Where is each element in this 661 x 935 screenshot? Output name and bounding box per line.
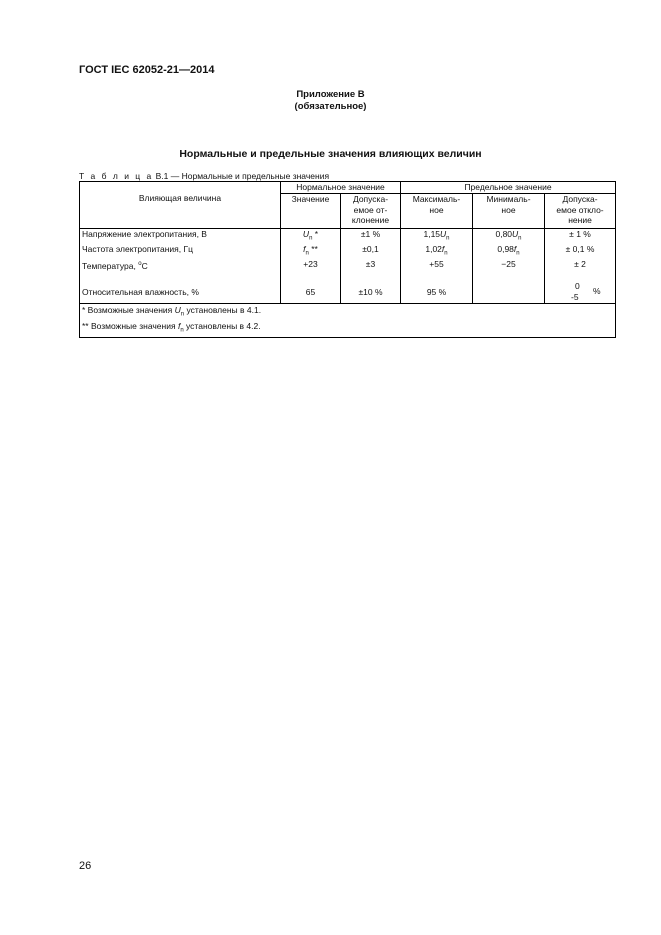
cell-limit-tolerance [545, 281, 616, 304]
cell-tolerance: ±0,1 [341, 244, 401, 259]
header-normal-group: Нормальное значение [281, 182, 401, 194]
cell-quantity: Частота электропитания, Гц [80, 244, 281, 259]
cell-min: −25 [473, 259, 545, 281]
table-caption [79, 171, 329, 181]
table-header-row-1 [80, 182, 616, 194]
section-title: Нормальные и предельные значения влияющих величин [179, 148, 482, 160]
annex-subtitle: (обязательное) [294, 101, 367, 112]
cell-tolerance: ±10 % [341, 281, 401, 304]
cell-limit-tolerance: ± 1 % [545, 229, 616, 245]
tolerance-unit: % [593, 286, 601, 297]
page-number: 26 [79, 860, 92, 872]
footnote-2: ** Возможные значения $f_n$ установлены в 4.2. [82, 320, 261, 334]
table-caption-text: В.1 — Нормальные и предельные значения [153, 171, 330, 181]
tolerance-lower: -5 [571, 292, 579, 303]
cell-quantity: Температура, $^о$С [80, 259, 281, 281]
cell-quantity: Относительная влажность, % [80, 281, 281, 304]
header-tolerance: Допуска- емое от- клонение [341, 194, 401, 229]
table-row [80, 229, 616, 245]
cell-tolerance: ±1 % [341, 229, 401, 245]
cell-value: +23 [281, 259, 341, 281]
tolerance-upper: 0 [575, 281, 580, 292]
influence-quantities-table [79, 181, 616, 338]
cell-max: +55 [401, 259, 473, 281]
header-limit-group: Предельное значение [401, 182, 616, 194]
cell-limit-tolerance: ± 2 [545, 259, 616, 281]
footnotes-cell [80, 304, 616, 337]
cell-quantity: Напряжение электропитания, В [80, 229, 281, 245]
cell-limit-tolerance: ± 0,1 % [545, 244, 616, 259]
annex-title: Приложение В [296, 89, 365, 100]
table-row [80, 259, 616, 281]
cell-value: $f_n$ ** [281, 244, 341, 259]
footnote-1: * Возможные значения $U_n$ установлены в 4.1. [82, 305, 262, 319]
cell-max: $1,15U_n$ [401, 229, 473, 245]
header-limit-tolerance: Допуска- емое откло- нение [545, 194, 616, 229]
table-row [80, 244, 616, 259]
header-max: Максималь- ное [401, 194, 473, 229]
header-min: Минималь- ное [473, 194, 545, 229]
cell-min: $0,98f_n$ [473, 244, 545, 259]
annex-heading [0, 89, 661, 113]
header-value: Значение [281, 194, 341, 229]
table-row [80, 281, 616, 304]
table-footnotes [80, 304, 616, 337]
cell-value: 65 [281, 281, 341, 304]
cell-value: $U_n$ * [281, 229, 341, 245]
cell-tolerance: ±3 [341, 259, 401, 281]
cell-max: $1,02f_n$ [401, 244, 473, 259]
header-quantity: Влияющая величина [80, 182, 281, 229]
document-code: ГОСТ IEC 62052-21—2014 [79, 64, 215, 76]
table-caption-prefix: Т а б л и ц а [79, 171, 154, 181]
cell-min: $0,80U_n$ [473, 229, 545, 245]
cell-max: 95 % [401, 281, 473, 304]
cell-min [473, 281, 545, 304]
